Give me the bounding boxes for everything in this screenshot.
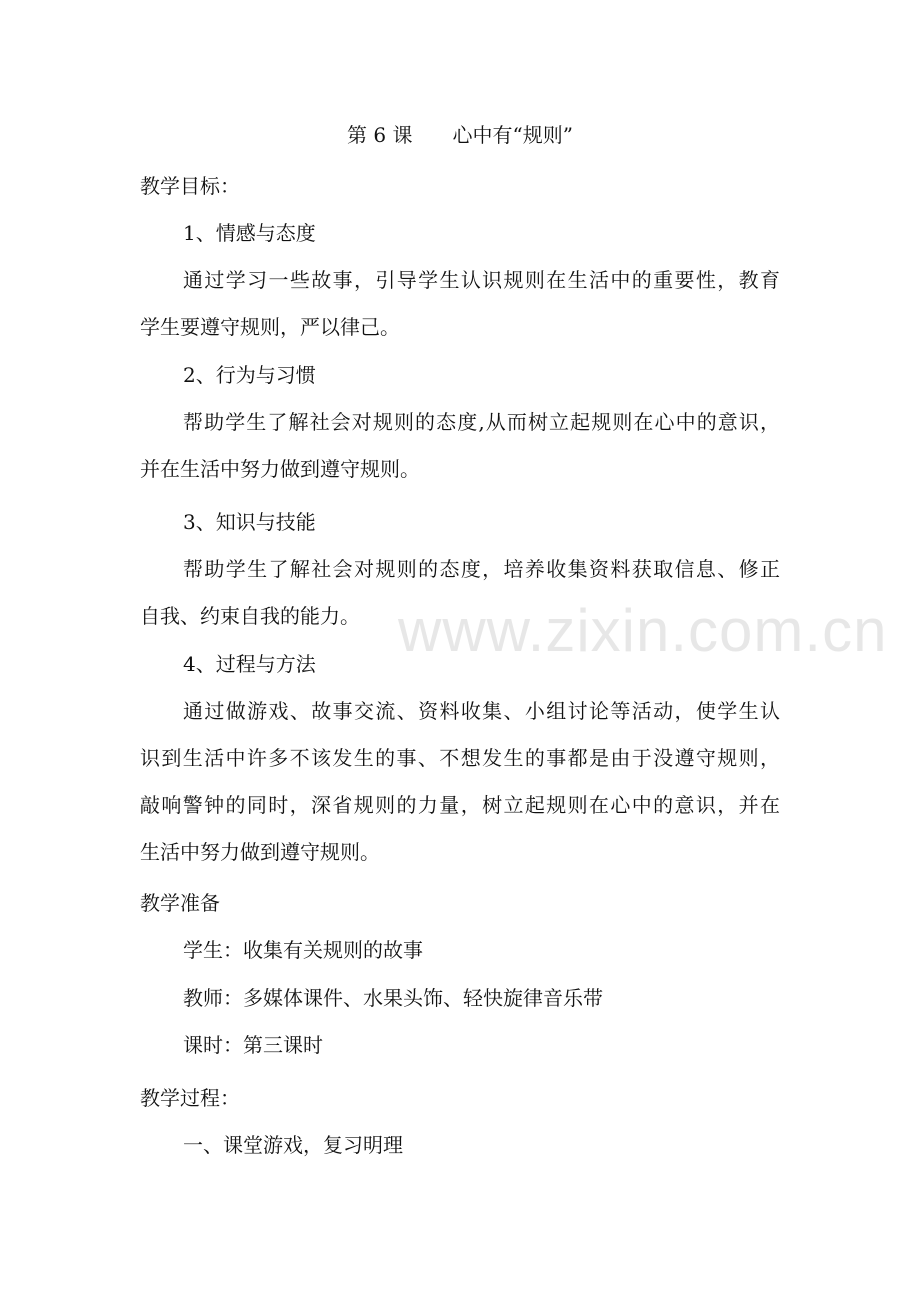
objective-3-text-line-1: 帮助学生了解社会对规则的态度，培养收集资料获取信息、修正	[183, 557, 780, 581]
document-title: 第 6 课 心中有“规则”	[347, 123, 573, 147]
section-heading-preparation: 教学准备	[140, 891, 220, 915]
objective-4-text-line-4: 生活中努力做到遵守规则。	[140, 840, 380, 864]
section-heading-process: 教学过程：	[140, 1086, 240, 1110]
objective-4-text-line-2: 识到生活中许多不该发生的事、不想发生的事都是由于没遵守规则，	[140, 746, 780, 770]
objective-3-heading: 3、知识与技能	[183, 510, 316, 534]
objective-4-text-line-3: 敲响警钟的同时，深省规则的力量，树立起规则在心中的意识，并在	[140, 793, 780, 817]
process-step-1: 一、课堂游戏，复习明理	[183, 1133, 403, 1157]
objective-4-text-line-1: 通过做游戏、故事交流、资料收集、小组讨论等活动，使学生认	[183, 699, 780, 723]
objective-1-text-line-2: 学生要遵守规则，严以律己。	[140, 315, 400, 339]
objective-2-text-line-1: 帮助学生了解社会对规则的态度,从而树立起规则在心中的意识，	[183, 410, 780, 434]
objective-3-text-line-2: 自我、约束自我的能力。	[140, 604, 360, 628]
preparation-periods: 课时：第三课时	[183, 1033, 323, 1057]
objective-1-heading: 1、情感与态度	[183, 221, 316, 245]
objective-2-text-line-2: 并在生活中努力做到遵守规则。	[140, 457, 420, 481]
objective-2-heading: 2、行为与习惯	[183, 363, 316, 387]
preparation-students: 学生：收集有关规则的故事	[183, 938, 423, 962]
preparation-teacher: 教师：多媒体课件、水果头饰、轻快旋律音乐带	[183, 986, 603, 1010]
watermark: www.zixin.com.cn	[398, 597, 888, 664]
section-heading-objectives: 教学目标：	[140, 174, 240, 198]
objective-4-heading: 4、过程与方法	[183, 652, 316, 676]
objective-1-text-line-1: 通过学习一些故事，引导学生认识规则在生活中的重要性，教育	[183, 268, 780, 292]
